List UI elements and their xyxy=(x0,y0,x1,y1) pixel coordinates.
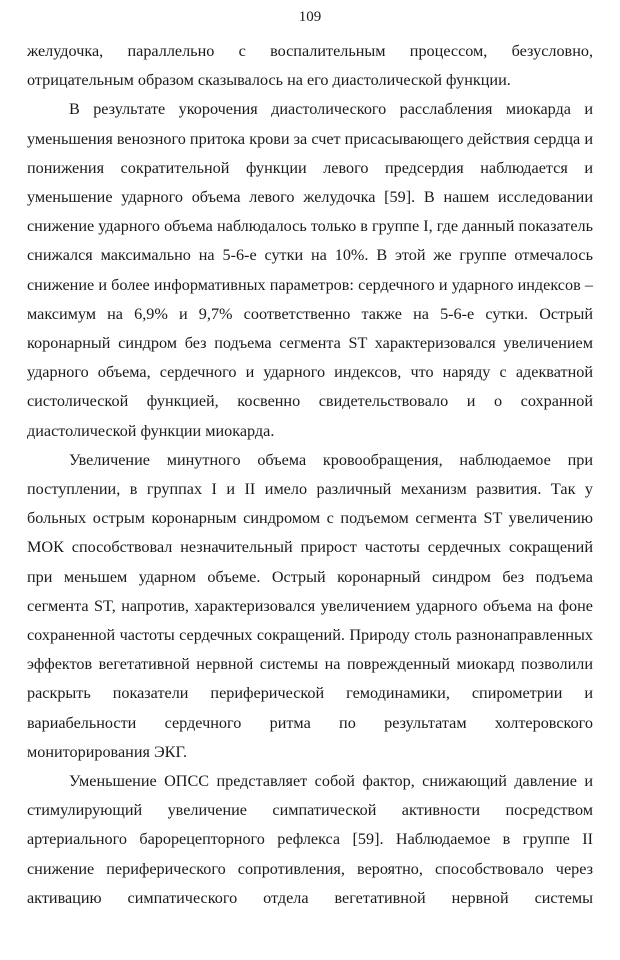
page-number: 109 xyxy=(298,9,322,25)
paragraph-continuation: желудочка, параллельно с воспалительным процессом, безусловно, отрицательным образом сказывалось на его диастолической функции. xyxy=(27,42,593,90)
paragraph-stroke-volume: В результате укорочения диастолического расслабления миокарда и уменьшения венозного притока крови за счет присасывающего действия сердца и понижения сократительной функции левого предсердия наблюдается и уменьшение ударного объема левого желудочка [59]. В нашем исследовании снижение ударного объема наблюдалось только в группе I, где данный показатель снижался максимально на 5-6-е сутки на 10%. В этой же группе отмечалось снижение и более информативных параметров: сердечного и ударного индексов – максимум на 6,9% и 9,7% соответственно также на 5-6-е сутки. Острый коронарный синдром без подъема сегмента ST характеризовался увеличением ударного объема, сердечного и ударного индексов, что наряду с адекватной систолической функцией, косвенно свидетельствовало и о сохранной диастолической функции миокарда. xyxy=(27,100,593,440)
paragraph-peripheral-resistance: Уменьшение ОПСС представляет собой фактор, снижающий давление и стимулирующий увеличение симпатической активности посредством артериального барорецепторного рефлекса [59]. Наблюдаемое в группе II снижение периферического сопротивления, вероятно, способствовало через активацию симпатического отдела вегетативной нервной системы xyxy=(27,772,593,907)
body-text xyxy=(27,37,593,913)
paragraph-minute-volume: Увеличение минутного объема кровообращения, наблюдаемое при поступлении, в группах I и II имело различный механизм развития. Так у больных острым коронарным синдромом с подъемом сегмента ST увеличению МОК способствовал незначительный прирост частоты сердечных сокращений при меньшем ударном объеме. Острый коронарный синдром без подъема сегмента ST, напротив, характеризовался увеличением ударного объема на фоне сохраненной частоты сердечных сокращений. Природу столь разнонаправленных эффектов вегетативной нервной системы на поврежденный миокард позволили раскрыть показатели периферической гемодинамики, спирометрии и вариабельности сердечного ритма по результатам холтеровского мониторирования ЭКГ. xyxy=(27,450,593,761)
